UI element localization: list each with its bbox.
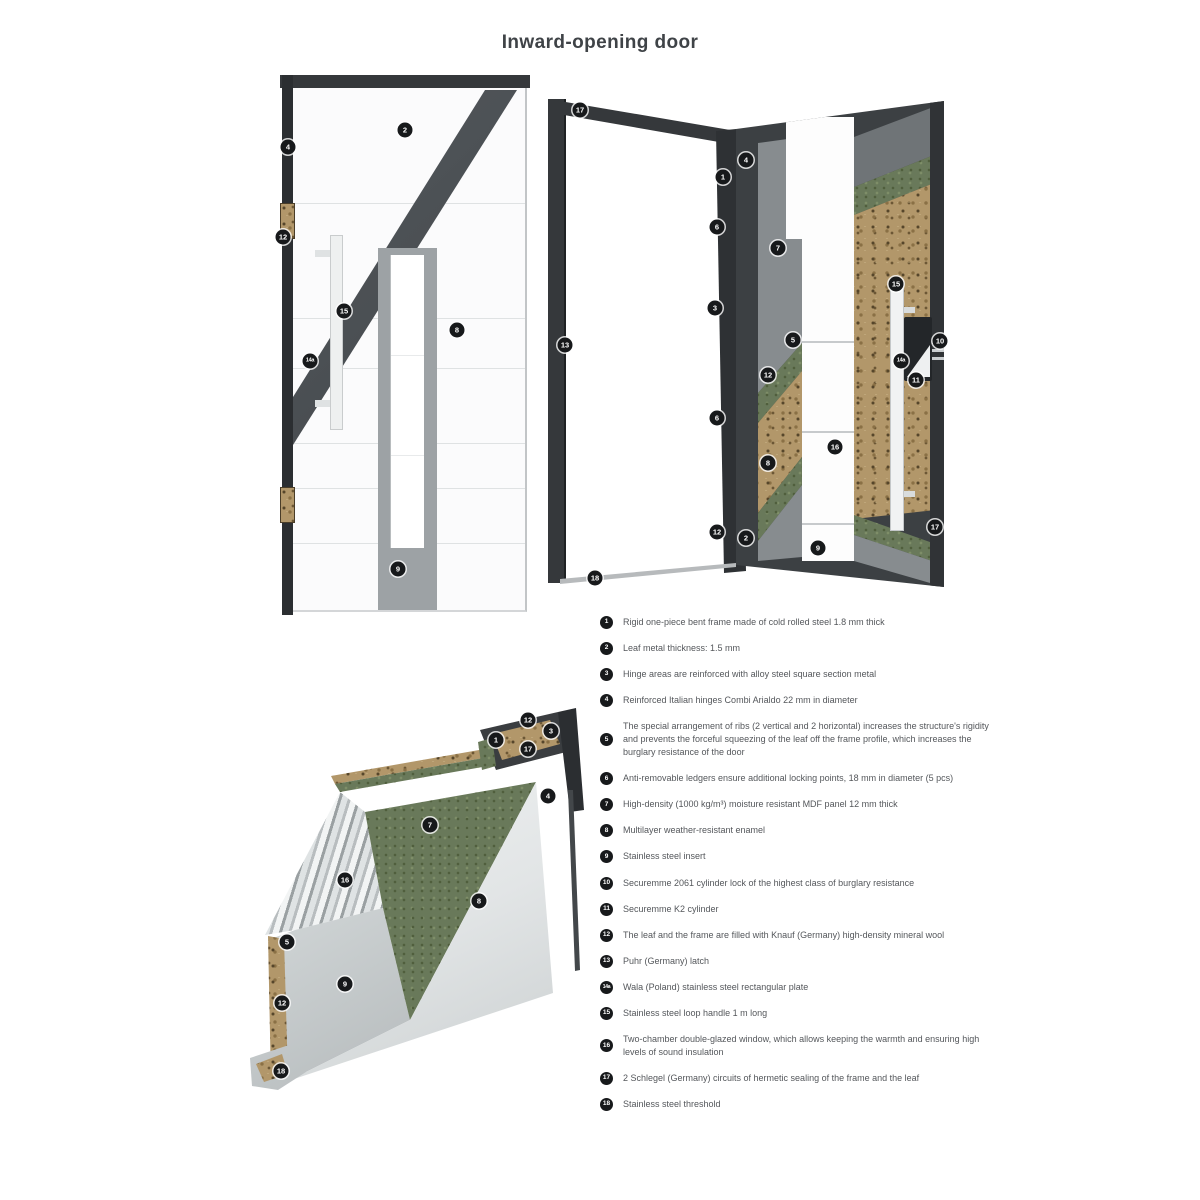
callout-badge-2: 2 — [739, 531, 754, 546]
callout-badge-1: 1 — [489, 733, 504, 748]
callout-badge-16: 16 — [828, 440, 843, 455]
legend-item-number: 12 — [600, 929, 613, 942]
callout-badge-14a: 14a — [894, 354, 909, 369]
legend-item — [600, 981, 1002, 994]
callout-badge-4: 4 — [281, 140, 296, 155]
legend-item-number: 3 — [600, 668, 613, 681]
legend-item-text: Two-chamber double-glazed window, which allows keeping the warmth and ensuring high levels of sound insulation — [623, 1033, 980, 1057]
legend-item-text: Anti-removable ledgers ensure additional locking points, 18 mm in diameter (5 pcs) — [623, 773, 954, 784]
legend-item-text: Puhr (Germany) latch — [623, 955, 710, 966]
legend-item-number: 1 — [600, 616, 613, 629]
legend-item-text: Leaf metal thickness: 1.5 mm — [623, 643, 741, 654]
callout-badge-3: 3 — [544, 724, 559, 739]
legend-item-text: Securemme K2 cylinder — [623, 903, 719, 914]
legend-item-number: 15 — [600, 1007, 613, 1020]
legend-item-text: The special arrangement of ribs (2 vertical and 2 horizontal) increases the structure's rigidity and prevents the forceful squeezing of the leaf off the frame profile, which increases the burglary resistance of the door — [623, 721, 989, 758]
legend-item-text: Securemme 2061 cylinder lock of the highest class of burglary resistance — [623, 877, 915, 888]
legend-item — [600, 1098, 1002, 1111]
legend-item-number: 18 — [600, 1098, 613, 1111]
callout-badge-6: 6 — [710, 411, 725, 426]
callout-badge-12: 12 — [521, 713, 536, 728]
legend-item — [600, 1033, 1002, 1059]
callout-badge-18: 18 — [588, 571, 603, 586]
callout-badge-5: 5 — [280, 935, 295, 950]
callout-badge-15: 15 — [337, 304, 352, 319]
callout-badge-4: 4 — [541, 789, 556, 804]
callout-badge-8: 8 — [450, 323, 465, 338]
callout-badge-17: 17 — [573, 103, 588, 118]
callout-badge-9: 9 — [391, 562, 406, 577]
legend-item-text: Reinforced Italian hinges Combi Arialdo 22 mm in diameter — [623, 695, 858, 706]
legend-item-number: 17 — [600, 1072, 613, 1085]
callout-badge-4: 4 — [739, 153, 754, 168]
page-title: Inward-opening door — [501, 32, 699, 53]
callout-badge-12: 12 — [275, 996, 290, 1011]
legend-item-number: 5 — [600, 733, 613, 746]
callout-badge-16: 16 — [338, 873, 353, 888]
legend-item — [600, 772, 1002, 785]
callout-badge-10: 10 — [933, 334, 948, 349]
legend-item-text: High-density (1000 kg/m³) moisture resistant MDF panel 12 mm thick — [623, 799, 898, 810]
callout-badge-18: 18 — [274, 1064, 289, 1079]
legend-item-text: Multilayer weather-resistant enamel — [623, 825, 766, 836]
legend-item — [600, 1007, 1002, 1020]
callout-badge-17: 17 — [928, 520, 943, 535]
legend — [600, 616, 1002, 1111]
figure-open-view — [540, 95, 950, 590]
callout-badge-7: 7 — [423, 818, 438, 833]
callout-badge-12: 12 — [710, 525, 725, 540]
callout-badge-9: 9 — [811, 541, 826, 556]
legend-item-text: Stainless steel loop handle 1 m long — [623, 1007, 768, 1018]
legend-item-text: Hinge areas are reinforced with alloy steel square section metal — [623, 669, 877, 680]
callout-badge-15: 15 — [889, 277, 904, 292]
callout-badge-9: 9 — [338, 977, 353, 992]
callout-badge-12: 12 — [276, 230, 291, 245]
callout-badge-1: 1 — [716, 170, 731, 185]
callout-badge-7: 7 — [771, 241, 786, 256]
legend-item-number: 11 — [600, 903, 613, 916]
legend-item-number: 7 — [600, 798, 613, 811]
legend-item — [600, 877, 1002, 890]
legend-item-text: Stainless steel threshold — [623, 1098, 721, 1109]
callout-badge-8: 8 — [761, 456, 776, 471]
figure-front-view — [270, 75, 530, 615]
legend-item — [600, 903, 1002, 916]
legend-item-number: 4 — [600, 694, 613, 707]
legend-item-number: 14a — [600, 981, 613, 994]
legend-item-text: Wala (Poland) stainless steel rectangular plate — [623, 981, 809, 992]
legend-item-text: Stainless steel insert — [623, 851, 706, 862]
legend-item-number: 13 — [600, 955, 613, 968]
legend-item — [600, 824, 1002, 837]
legend-item — [600, 720, 1002, 759]
legend-item — [600, 694, 1002, 707]
legend-item-number: 9 — [600, 850, 613, 863]
legend-item — [600, 929, 1002, 942]
legend-item-number: 8 — [600, 824, 613, 837]
legend-item-text: 2 Schlegel (Germany) circuits of hermetic sealing of the frame and the leaf — [623, 1072, 920, 1083]
callout-badge-2: 2 — [398, 123, 413, 138]
legend-item — [600, 668, 1002, 681]
legend-item — [600, 616, 1002, 629]
callout-badge-6: 6 — [710, 220, 725, 235]
figure-cutaway — [240, 690, 600, 1110]
callout-badge-3: 3 — [708, 301, 723, 316]
legend-item — [600, 955, 1002, 968]
callout-badge-5: 5 — [786, 333, 801, 348]
legend-item-text: Rigid one-piece bent frame made of cold rolled steel 1.8 mm thick — [623, 617, 885, 627]
callout-badge-14a: 14a — [303, 354, 318, 369]
legend-item — [600, 1072, 1002, 1085]
legend-item-number: 16 — [600, 1039, 613, 1052]
callout-badge-17: 17 — [521, 742, 536, 757]
legend-item-number: 2 — [600, 642, 613, 655]
legend-item — [600, 850, 1002, 863]
callout-badge-8: 8 — [472, 894, 487, 909]
legend-item-text: The leaf and the frame are filled with Knauf (Germany) high-density mineral wool — [623, 929, 945, 940]
legend-item-number: 6 — [600, 772, 613, 785]
callout-badge-13: 13 — [558, 338, 573, 353]
callout-badge-12: 12 — [761, 368, 776, 383]
legend-item — [600, 798, 1002, 811]
legend-item-number: 10 — [600, 877, 613, 890]
legend-item — [600, 642, 1002, 655]
callout-badge-11: 11 — [909, 373, 924, 388]
